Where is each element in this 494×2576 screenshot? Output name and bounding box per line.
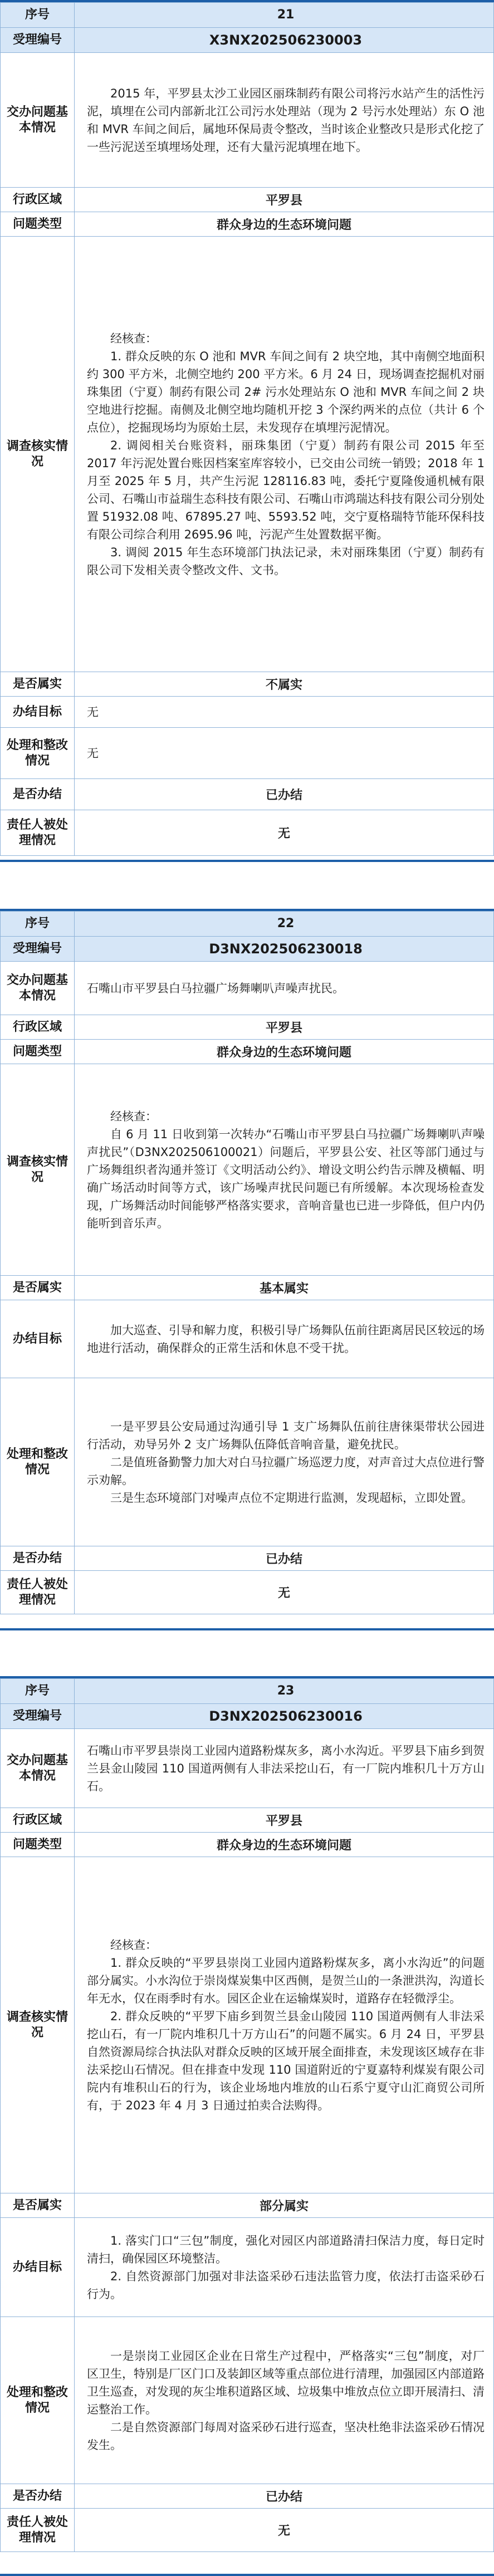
rectify-label: 处理和整改情况 bbox=[1, 2317, 75, 2484]
person-row bbox=[1, 2509, 494, 2552]
rectify-para: 三是生态环境部门对噪声点位不定期进行监测，发现超标，立即处置。 bbox=[110, 1491, 473, 1505]
is-true-value: 部分属实 bbox=[75, 2193, 494, 2218]
investigation-row bbox=[1, 237, 494, 672]
accept-no-value: D3NX202506230018 bbox=[75, 937, 494, 962]
rectify-para: 二是自然资源部门每周对盗采砂石进行巡查，坚决杜绝非法盗采砂石情况发生。 bbox=[87, 2420, 485, 2452]
goal-para: 1. 落实门口“三包”制度，强化对园区内部道路清扫保洁力度，每日定时清扫，确保园区环境整洁。 bbox=[87, 2234, 485, 2265]
goal-row bbox=[1, 697, 494, 728]
rectify-label: 处理和整改情况 bbox=[1, 728, 75, 779]
investigation-row bbox=[1, 1857, 494, 2193]
case-card-23 bbox=[0, 1676, 494, 2576]
investigation-para: 1. 群众反映的东 O 池和 MVR 车间之间有 2 块空地，其中南侧空地面积约 300 平方米，北侧空地约 200 平方米。6 月 24 日，现场调查挖掘机对丽珠集团（宁夏）制药有限公司 2# 污水处理站东 O 池和 MVR 车间之间 2 块空地进行挖掘。南侧及北侧空地均随机开挖 3 个深约两米的点位（共计 6 个点位），挖掘现场均为原始土层，未发现存在填埋污泥情况。 bbox=[87, 349, 485, 434]
person-value: 无 bbox=[75, 1571, 494, 1614]
accept-no-label: 受理编号 bbox=[1, 28, 75, 53]
seq-row bbox=[1, 1679, 494, 1704]
closed-value: 已办结 bbox=[75, 779, 494, 810]
closed-label: 是否办结 bbox=[1, 779, 75, 810]
rectify-para: 无 bbox=[87, 746, 99, 760]
region-row bbox=[1, 1808, 494, 1833]
seq-row bbox=[1, 912, 494, 937]
person-label: 责任人被处理情况 bbox=[1, 810, 75, 856]
goal-label: 办结目标 bbox=[1, 697, 75, 728]
is-true-label: 是否属实 bbox=[1, 1276, 75, 1300]
goal-label: 办结目标 bbox=[1, 1300, 75, 1378]
problem-text: 2015 年，平罗县太沙工业园区丽珠制药有限公司将污水站产生的活性污泥，填埋在公司内部新北江公司污水处理站（现为 2 号污水处理站）东 O 池和 MVR 车间之间后，属地环保局责令整改，当时该企业整改只是形式化挖了一些污泥送至填埋场处理，还有大量污泥填埋在地下。 bbox=[87, 86, 485, 154]
person-row bbox=[1, 810, 494, 856]
rectify-label: 处理和整改情况 bbox=[1, 1378, 75, 1546]
type-value: 群众身边的生态环境问题 bbox=[75, 1040, 494, 1064]
investigation-label: 调查核实情况 bbox=[1, 237, 75, 672]
problem-row bbox=[1, 962, 494, 1015]
investigation-para: 经核查： bbox=[110, 1938, 157, 1952]
problem-text: 石嘴山市平罗县崇岗工业园内道路粉煤灰多，离小水沟近。平罗县下庙乡到贺兰县金山陵园 110 国道两侧有人非法采挖山石，有一厂院内堆积几十万方山石。 bbox=[87, 1744, 485, 1793]
problem-label-text: 交办问题基本情况 bbox=[6, 105, 68, 135]
case-table bbox=[0, 1678, 494, 2552]
rectify-para: 二是值班备勤警力加大对白马拉疆广场巡逻力度，对声音过大点位进行警示劝解。 bbox=[87, 1455, 485, 1487]
problem-label: 交办问题基本情况 bbox=[1, 1729, 75, 1808]
type-label: 问题类型 bbox=[1, 1833, 75, 1857]
goal-para: 2. 自然资源部门加强对非法盗采砂石违法监管力度，依法打击盗采砂石行为。 bbox=[87, 2269, 485, 2301]
accept-no-row bbox=[1, 28, 494, 53]
case-table bbox=[0, 2, 494, 856]
seq-label: 序号 bbox=[1, 3, 75, 28]
closed-value: 已办结 bbox=[75, 1546, 494, 1571]
investigation-value bbox=[75, 237, 494, 672]
problem-label bbox=[1, 53, 75, 188]
region-label: 行政区域 bbox=[1, 188, 75, 212]
type-row bbox=[1, 212, 494, 237]
rectify-row bbox=[1, 728, 494, 779]
case-table bbox=[0, 911, 494, 1614]
accept-no-row bbox=[1, 1704, 494, 1729]
is-true-row bbox=[1, 672, 494, 697]
region-label: 行政区域 bbox=[1, 1808, 75, 1833]
seq-value: 22 bbox=[75, 912, 494, 937]
goal-label: 办结目标 bbox=[1, 2218, 75, 2317]
investigation-label: 调查核实情况 bbox=[1, 1064, 75, 1276]
accept-no-label: 受理编号 bbox=[1, 937, 75, 962]
seq-label: 序号 bbox=[1, 1679, 75, 1704]
seq-value: 21 bbox=[75, 3, 494, 28]
rectify-value bbox=[75, 728, 494, 779]
type-label: 问题类型 bbox=[1, 212, 75, 237]
problem-value bbox=[75, 962, 494, 1015]
investigation-label: 调查核实情况 bbox=[1, 1857, 75, 2193]
type-label: 问题类型 bbox=[1, 1040, 75, 1064]
is-true-label: 是否属实 bbox=[1, 2193, 75, 2218]
rectify-row bbox=[1, 2317, 494, 2484]
accept-no-row bbox=[1, 937, 494, 962]
closed-label: 是否办结 bbox=[1, 2484, 75, 2509]
accept-no-label: 受理编号 bbox=[1, 1704, 75, 1729]
case-card-21 bbox=[0, 0, 494, 862]
investigation-value bbox=[75, 1064, 494, 1276]
is-true-row bbox=[1, 1276, 494, 1300]
investigation-row bbox=[1, 1064, 494, 1276]
seq-label: 序号 bbox=[1, 912, 75, 937]
goal-value bbox=[75, 2218, 494, 2317]
accept-no-value: D3NX202506230016 bbox=[75, 1704, 494, 1729]
case-card-22 bbox=[0, 909, 494, 1630]
is-true-row bbox=[1, 2193, 494, 2218]
problem-value bbox=[75, 53, 494, 188]
investigation-para: 2. 调阅相关台账资料，丽珠集团（宁夏）制药有限公司 2015 年至 2017 年污泥处置台账因档案室库容较小，已交由公司统一销毁；2018 年 1 月至 2025 年 5 月，共产生污泥 128116.83 吨，委托宁夏隆俊通机械有限公司、石嘴山市益瑞生态科技有限公司、石嘴山市鸿瑞达科技有限公司分别处置 51932.08 吨、67895.27 吨、5593.52 吨，交宁夏格瑞特节能环保科技有限公司综合利用 2695.96 吨，污泥产生处置数据平衡。 bbox=[87, 438, 485, 541]
type-row bbox=[1, 1040, 494, 1064]
goal-row bbox=[1, 2218, 494, 2317]
is-true-value: 不属实 bbox=[75, 672, 494, 697]
goal-value bbox=[75, 1300, 494, 1378]
investigation-para: 2. 群众反映的“平罗下庙乡到贺兰县金山陵园 110 国道两侧有人非法采挖山石，有一厂院内堆积几十万方山石”的问题不属实。6 月 24 日，平罗县自然资源局综合执法队对群众反映的区域开展全面排查，未发现该区域存在非法采挖山石情况。但在排查中发现 110 国道附近的宁夏嘉特利煤炭有限公司院内有堆积山石的行为，该企业场地内堆放的山石系宁夏守山汇商贸公司所有，于 2023 年 4 月 3 日通过拍卖合法购得。 bbox=[87, 2009, 485, 2112]
problem-row bbox=[1, 53, 494, 188]
goal-row bbox=[1, 1300, 494, 1378]
goal-para: 加大巡查、引导和解力度，积极引导广场舞队伍前往距离居民区较远的场地进行活动，确保群众的正常生活和休息不受干扰。 bbox=[87, 1323, 485, 1355]
type-value: 群众身边的生态环境问题 bbox=[75, 212, 494, 237]
closed-value: 已办结 bbox=[75, 2484, 494, 2509]
problem-row bbox=[1, 1729, 494, 1808]
closed-row bbox=[1, 2484, 494, 2509]
investigation-para: 3. 调阅 2015 年生态环境部门执法记录，未对丽珠集团（宁夏）制药有限公司下发相关责令整改文件、文书。 bbox=[87, 545, 485, 577]
investigation-para: 自 6 月 11 日收到第一次转办“石嘴山市平罗县白马拉疆广场舞喇叭声噪声扰民”（D3NX202506100021）问题后，平罗县公安、社区等部门通过与广场舞组织者沟通并签订《文明活动公约》、增设文明公约告示牌及横幅、明确广场活动时间等方式，该广场噪声扰民问题已有所缓解。本次现场检查发现，广场舞活动时间能够严格落实要求，音响音量也已进一步降低，但户内仍能听到音乐声。 bbox=[87, 1127, 485, 1230]
investigation-para: 经核查： bbox=[110, 1109, 157, 1123]
person-value: 无 bbox=[75, 2509, 494, 2552]
type-value: 群众身边的生态环境问题 bbox=[75, 1833, 494, 1857]
person-label: 责任人被处理情况 bbox=[1, 1571, 75, 1614]
rectify-para: 一是崇岗工业园区企业在日常生产过程中，严格落实“三包”制度，对厂区卫生，特别是厂区门口及装卸区域等重点部位进行清理，加强园区内部道路卫生巡查，对发现的灰尘堆积道路区域、垃圾集中堆放点位立即开展清扫、清运整治工作。 bbox=[87, 2349, 485, 2416]
problem-value bbox=[75, 1729, 494, 1808]
person-row bbox=[1, 1571, 494, 1614]
rectify-row bbox=[1, 1378, 494, 1546]
seq-value: 23 bbox=[75, 1679, 494, 1704]
problem-label: 交办问题基本情况 bbox=[1, 962, 75, 1015]
region-value: 平罗县 bbox=[75, 188, 494, 212]
person-value: 无 bbox=[75, 810, 494, 856]
region-row bbox=[1, 1015, 494, 1040]
investigation-value bbox=[75, 1857, 494, 2193]
region-value: 平罗县 bbox=[75, 1015, 494, 1040]
region-row bbox=[1, 188, 494, 212]
rectify-value bbox=[75, 2317, 494, 2484]
rectify-value bbox=[75, 1378, 494, 1546]
problem-text: 石嘴山市平罗县白马拉疆广场舞喇叭声噪声扰民。 bbox=[87, 981, 344, 995]
region-label: 行政区域 bbox=[1, 1015, 75, 1040]
person-label: 责任人被处理情况 bbox=[1, 2509, 75, 2552]
closed-row bbox=[1, 779, 494, 810]
goal-value: 无 bbox=[75, 697, 494, 728]
region-value: 平罗县 bbox=[75, 1808, 494, 1833]
investigation-para: 1. 群众反映的“平罗县崇岗工业园内道路粉煤灰多，离小水沟近”的问题部分属实。小水沟位于崇岗煤炭集中区西侧，是贺兰山的一条泄洪沟，沟道长年无水，仅在雨季时有水。园区企业在运输煤炭时，道路存在轻微浮尘。 bbox=[87, 1956, 485, 2005]
closed-label: 是否办结 bbox=[1, 1546, 75, 1571]
investigation-para: 经核查： bbox=[110, 331, 157, 345]
is-true-value: 基本属实 bbox=[75, 1276, 494, 1300]
seq-row bbox=[1, 3, 494, 28]
closed-row bbox=[1, 1546, 494, 1571]
rectify-para: 一是平罗县公安局通过沟通引导 1 支广场舞队伍前往唐徕渠带状公园进行活动，劝导另外 2 支广场舞队伍降低音响音量，避免扰民。 bbox=[87, 1419, 485, 1451]
accept-no-value: X3NX202506230003 bbox=[75, 28, 494, 53]
type-row bbox=[1, 1833, 494, 1857]
is-true-label: 是否属实 bbox=[1, 672, 75, 697]
